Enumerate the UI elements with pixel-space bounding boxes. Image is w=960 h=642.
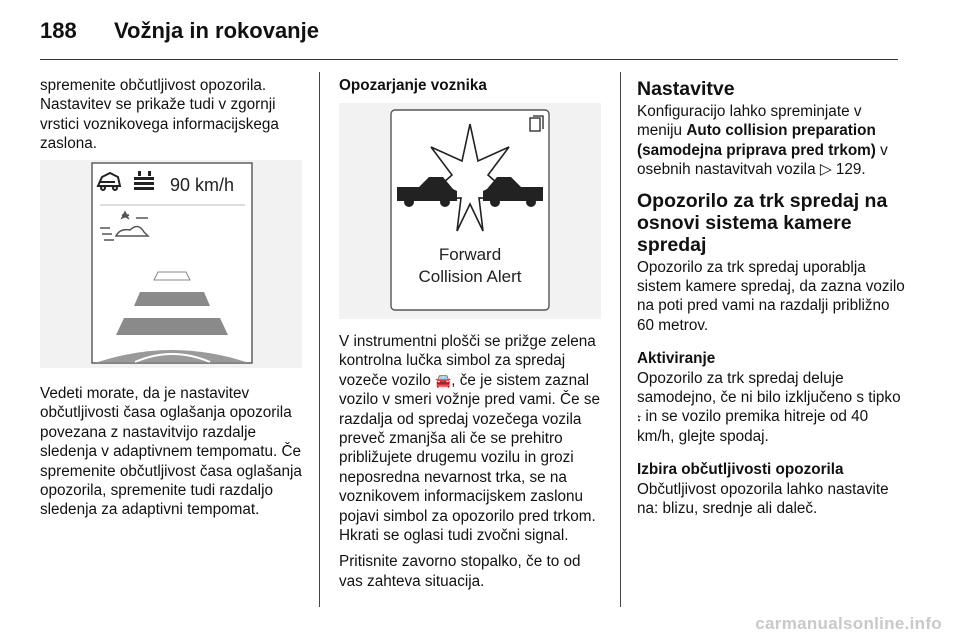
column-3	[637, 78, 907, 526]
page-header	[0, 0, 960, 60]
distance-display-illustration	[40, 160, 302, 368]
section-heading: Opozarjanje voznika	[339, 77, 487, 94]
forward-collision-alert-figure	[339, 103, 601, 319]
paragraph: spremenite občutljivost opozorila. Nastavitev se prikaže tudi v zgornji vrstici voznikovega informacijskega zaslona.	[40, 77, 279, 153]
distance-display-figure	[40, 160, 302, 368]
paragraph: Pritisnite zavorno stopalko, če to od vas zahteva situacija.	[339, 553, 581, 590]
speed-readout: 90 km/h	[170, 175, 235, 195]
heading-sensitivity: Izbira občutljivosti opozorila	[637, 461, 844, 479]
column-divider-2	[620, 72, 621, 607]
paragraph-activation: Opozorilo za trk spredaj deluje samodejno, če ni bilo izključeno s tipko ⹎ in se vozilo premika hitreje od 40 km/h, glejte spodaj.	[637, 369, 901, 445]
alert-text-line-2: Collision Alert	[418, 267, 522, 286]
header-rule	[40, 59, 898, 60]
heading-settings: Nastavitve	[637, 78, 735, 100]
paragraph-sensitivity: Občutljivost opozorila lahko nastavite na: blizu, srednje ali daleč.	[637, 480, 889, 518]
column-2-text	[339, 332, 607, 598]
paragraph: V instrumentni plošči se prižge zelena kontrolna lučka simbol za spredaj vozeče vozilo 🚘, če je sistem zaznal vozilo v smeri vožnje pred vami. Če se razdalja od spredaj vozečega vozila preveč zmanjša ali če se prehitro približujete drugemu vozilu in grozi neposredna nevarnost trka, se na voznikovem informacijskem zaslonu pojavi simbol za opozorilo pred trkom. Hkrati se oglasi tudi zvočni signal.	[339, 333, 600, 545]
paragraph-camera: Opozorilo za trk spredaj uporablja sistem kamere spredaj, da zazna vozilo na poti pred vami na razdalji približno 60 metrov.	[637, 258, 905, 334]
heading-camera: Opozorilo za trk spredaj na osnovi sistema kamere spredaj	[637, 189, 888, 256]
column-1	[40, 76, 308, 161]
paragraph-settings: Konfiguracijo lahko spreminjate v meniju Auto collision preparation (samodejna priprava pred trkom) v osebnih nastavitvah vozila ▷ 129.	[637, 103, 888, 179]
watermark: carmanualsonline.info	[755, 614, 942, 633]
alert-text-line-1: Forward	[438, 245, 502, 264]
paragraph: Vedeti morate, da je nastavitev občutljivosti časa oglašanja opozorila povezana z nastavitvijo razdalje sledenja v adaptivnem tempomatu. Če spremenite občutljivost časa oglašanja opozorila, spremenite tudi razdaljo sledenja za adaptivni tempomat.	[40, 385, 302, 519]
heading-activation: Aktiviranje	[637, 350, 716, 368]
fcw-button-icon: ⹎	[637, 408, 642, 426]
column-2-heading-wrap	[339, 76, 609, 95]
vehicle-ahead-icon: 🚘	[435, 372, 452, 388]
column-divider-1	[319, 72, 320, 607]
forward-collision-alert-illustration	[339, 103, 601, 319]
reference-arrow-icon: ▷	[819, 161, 832, 179]
page-number: 188	[40, 18, 77, 43]
page-title: Vožnja in rokovanje	[114, 18, 319, 43]
column-1-lower	[40, 384, 312, 527]
